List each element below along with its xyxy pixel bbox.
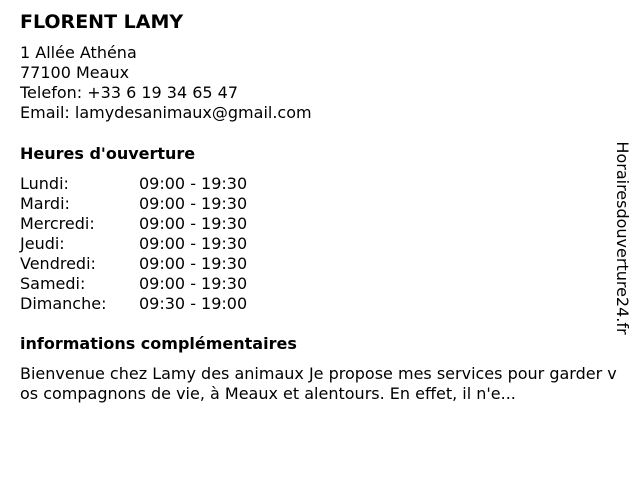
day-label: Jeudi:	[20, 234, 65, 253]
time-range: 09:30 - 19:00	[139, 294, 248, 313]
hours-row-tuesday	[20, 194, 280, 214]
day-label: Samedi:	[20, 274, 86, 293]
site-watermark: Horairesdouverture24.fr	[613, 141, 632, 335]
phone-number: Telefon: +33 6 19 34 65 47	[20, 83, 239, 102]
business-description: Bienvenue chez Lamy des animaux Je propose mes services pour garder vos compagnons de vie, à Meaux et alentours. En effet, il n'e...	[20, 364, 617, 403]
time-range: 09:00 - 19:30	[139, 274, 248, 293]
day-label: Vendredi:	[20, 254, 96, 273]
hours-row-wednesday	[20, 214, 280, 234]
opening-hours-table	[20, 174, 280, 314]
business-name: FLORENT LAMY	[20, 11, 184, 33]
hours-row-saturday	[20, 274, 280, 294]
hours-heading: Heures d'ouverture	[20, 144, 196, 163]
address-street: 1 Allée Athéna	[20, 43, 137, 62]
day-label: Dimanche:	[20, 294, 107, 313]
address-block	[20, 43, 312, 123]
day-label: Mardi:	[20, 194, 70, 213]
time-range: 09:00 - 19:30	[139, 174, 248, 193]
email-address: Email: lamydesanimaux@gmail.com	[20, 103, 312, 122]
time-range: 09:00 - 19:30	[139, 254, 248, 273]
time-range: 09:00 - 19:30	[139, 194, 248, 213]
day-label: Mercredi:	[20, 214, 95, 233]
hours-row-sunday	[20, 294, 280, 314]
hours-row-friday	[20, 254, 280, 274]
hours-row-thursday	[20, 234, 280, 254]
time-range: 09:00 - 19:30	[139, 234, 248, 253]
time-range: 09:00 - 19:30	[139, 214, 248, 233]
hours-row-monday	[20, 174, 280, 194]
day-label: Lundi:	[20, 174, 69, 193]
additional-info-heading: informations complémentaires	[20, 334, 297, 353]
address-city: 77100 Meaux	[20, 63, 130, 82]
